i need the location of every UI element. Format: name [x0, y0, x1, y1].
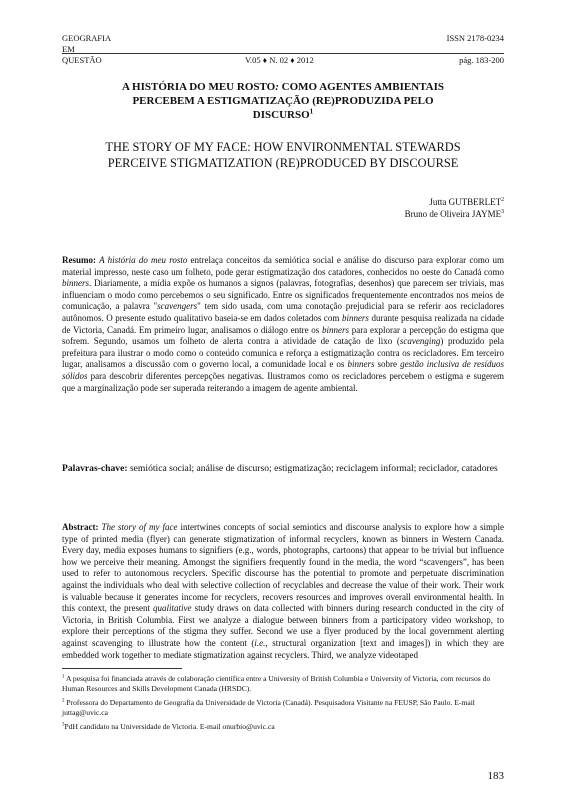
abstract-paragraph: [62, 522, 504, 661]
keywords-paragraph: [62, 463, 504, 476]
resumo-text: scavengers: [157, 301, 198, 312]
footnote-text: Professora do Departamento de Geografia da Universidade de Victoria (Canadá). Pesquisadora Visitante na FEUSP, São Paulo. E-mail juttag@uvic.ca: [62, 698, 475, 717]
title-portuguese: [62, 80, 504, 122]
header-rule: [62, 53, 504, 54]
resumo-label: Resumo:: [62, 255, 96, 265]
footnote-2: [62, 698, 504, 717]
journal-name-line1: GEOGRAFIA: [62, 33, 112, 43]
abstract-text: intertwines concepts of social semiotics and discourse analysis to explore how a simple type of printed media (flyer) can generate stigmatization of informal recyclers, known as binners in Western Canada. Every day, media exposes humans to signifiers (e.g., words, photographs, cartoons) that appear to be trivial but influence how we perceive their meaning. Amongst the signifiers frequently found in the media, the word “scavengers”, has been used to refer to autonomous recyclers. Specific discourse has the potential to promote and perpetuate discrimination against the individuals who deal with selective collection of recyclables and decrease the value of their work. Their work is valuable because it generates income for recyclers, recovers resources and improves overall environmental health. In this context, the present: [62, 522, 505, 614]
journal-name-line2: EM: [62, 44, 75, 54]
title-english: [62, 140, 504, 171]
abstract-text: study draws on data collected with binners during research conducted in the city of Victoria, in British Columbia. First we analyze a dialogue between binners from a participatory video workshop, to explore their perceptions of the stigma they suffer. Second we use a flyer produced by the local government alerting against scavenging to illustrate how the content (: [62, 603, 504, 648]
title-pt-line2: PERCEBEM A ESTIGMATIZAÇÃO (RE)PRODUZIDA PELO: [132, 95, 434, 107]
author-2: [405, 208, 504, 220]
resumo-text: . Diariamente, a mídia expõe os humanos a signos (palavras, fotografias, desenhos) que parecem ser triviais, mas influenciam o modo como percebemos o seu significado. Entre os significados frequentemente encontrados nos meios de comunicação, a palavra ": [62, 278, 504, 312]
resumo-text: gestão inclusiva de resíduos sólidos: [62, 359, 504, 381]
resumo-text: binners: [322, 324, 350, 335]
footnote-number: 1: [62, 674, 65, 680]
abstract-label: Abstract:: [62, 522, 99, 532]
title-en-line1: THE STORY OF MY FACE: HOW ENVIRONMENTAL STEWARDS: [105, 140, 461, 154]
resumo-text: durante pesquisa realizada na cidade de Victoria, Canadá. Em primeiro lugar, analisamos o diálogo entre os: [62, 312, 504, 335]
abstract-text: , structural organization [text and images]) in which they are embedded work together to mediate stigmatization against recyclers. Third, we analyze videotaped: [62, 637, 504, 660]
author-list: [405, 196, 504, 220]
resumo-text: " tem sido usada, com uma conotação prejudicial para se referir aos recicladores autônomos. O presente estudo qualitativo baseia-se em dados coletados com: [62, 301, 504, 323]
footnote-rule: [62, 668, 182, 669]
resumo-text: binners: [347, 359, 375, 370]
resumo-text: binners: [341, 312, 369, 323]
resumo-paragraph: [62, 255, 504, 394]
resumo-text: sobre: [374, 359, 401, 370]
resumo-text: A história do meu rosto: [99, 255, 188, 265]
abstract-text: qualitative: [153, 603, 192, 614]
abstract-text: The story of my face: [101, 522, 178, 532]
author-1: [405, 196, 504, 208]
resumo-text: entrelaça conceitos da semiótica social e análise do discurso para explorar como um material impresso, neste caso um folheto, pode gerar estigmatização dos catadores, conhecidos no oeste do Canadá como: [62, 255, 504, 277]
author-name: Jutta GUTBERLET: [429, 197, 502, 207]
resumo-text: scavenging: [399, 336, 441, 347]
footnote-text: A pesquisa foi financiada através de colaboração científica entre a University of British Columbia e University of Victoria, com recursos do Human Resources and Skills Development Canada (HRSDC).: [62, 674, 491, 693]
resumo-text: para descobrir diferentes percepções negativas. Ilustramos como os recicladores percebem o estigma e sugerem que a marginalização pode ser superada reiterando a imagem de agente ambiental.: [62, 370, 504, 393]
footnote-text: PdH candidato na Universidade de Victoria. E-mail onurbio@uvic.ca: [64, 722, 275, 731]
abstract-text: i.e.: [254, 637, 266, 648]
title-pt-line3: DISCURSO: [252, 109, 310, 121]
page-range: pág. 183-200: [459, 55, 504, 65]
author-footnote-marker[interactable]: 2: [501, 197, 504, 203]
keywords-label: Palavras-chave:: [62, 463, 128, 474]
issn: ISSN 2178-0234: [446, 33, 504, 43]
journal-name: [62, 33, 111, 66]
journal-name-line3: QUESTÃO: [62, 55, 102, 65]
resumo-text: para explorar a percepção do estigma que sofrem. Segundo, usamos um folheto de alerta contra a atividade de catação de lixo (: [62, 324, 504, 347]
page-number: 183: [487, 770, 504, 782]
footnote-1: [62, 674, 504, 693]
keywords-text: semiótica social; análise de discurso; estigmatização; reciclagem informal; reciclador, catadores: [127, 463, 498, 474]
resumo-text: binners: [62, 278, 89, 289]
resumo-text: ) produzido pela prefeitura para ilustrar o modo como o conteúdo comunica e reforça a estigmatização contra os recicladores. Em terceiro lugar, analisamos a discussão com o governo local, a comunidade local e os: [62, 336, 504, 370]
title-footnote-marker[interactable]: 1: [309, 107, 314, 116]
title-en-line2: PERCEIVE STIGMATIZATION (RE)PRODUCED BY DISCOURSE: [107, 155, 459, 170]
footnote-number: 2: [62, 698, 65, 704]
title-pt-line1-rest: COMO AGENTES AMBIENTAIS: [278, 81, 445, 93]
title-pt-line1: A HISTÓRIA DO MEU ROSTO: [121, 81, 276, 93]
author-footnote-marker[interactable]: 3: [501, 209, 504, 215]
author-name: Bruno de Oliveira JAYME: [404, 209, 502, 219]
footnote-number: 3: [62, 722, 65, 728]
footnote-3: [62, 722, 504, 732]
volume-info: V.05 ♦ N. 02 ♦ 2012: [245, 55, 314, 65]
title-pt-colon: :: [275, 81, 279, 93]
